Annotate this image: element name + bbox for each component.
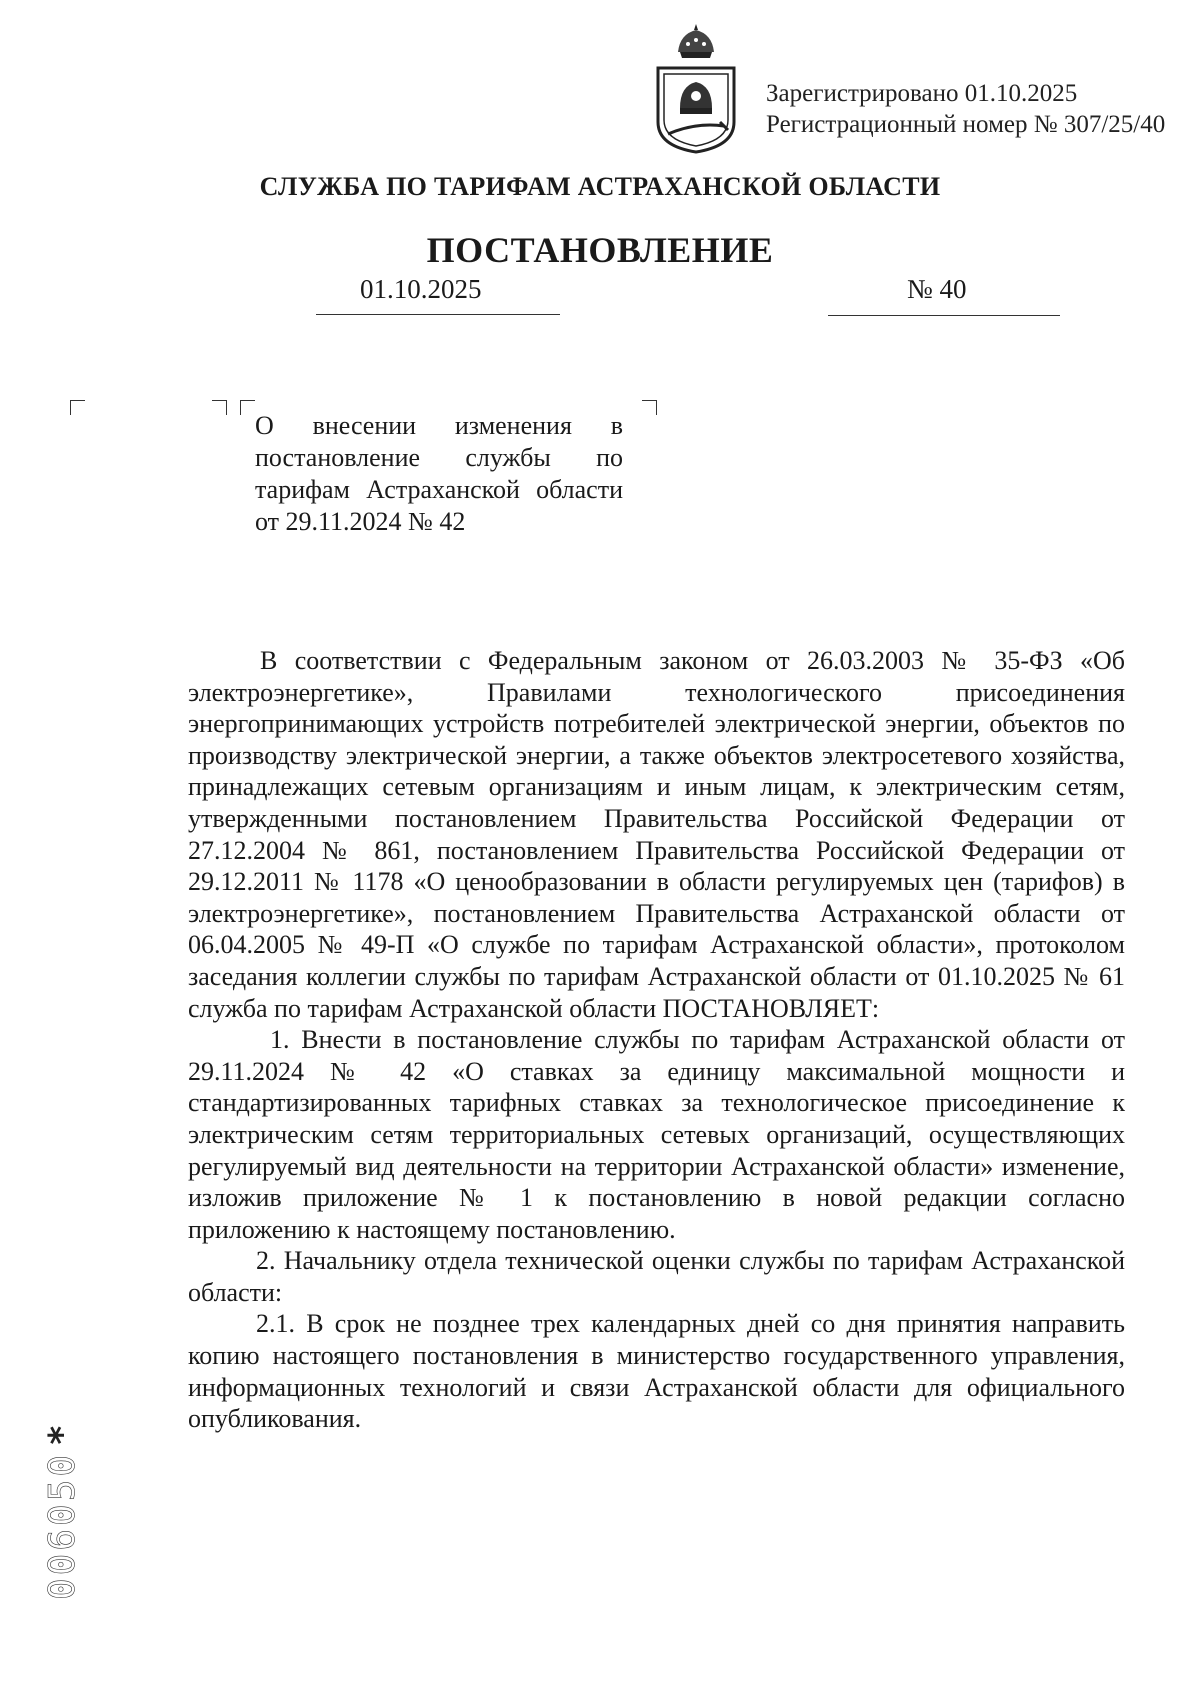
registration-number: Регистрационный номер № 307/25/40 [766, 111, 1166, 138]
coat-of-arms-icon [650, 22, 742, 154]
date-underline [316, 314, 560, 315]
document-number: № 40 [907, 274, 967, 304]
document-type: ПОСТАНОВЛЕНИЕ [426, 230, 774, 270]
number-underline [828, 315, 1060, 316]
registration-stamp [766, 78, 1165, 140]
side-stamp-asterisk: * [42, 1421, 83, 1446]
document-body [188, 645, 1125, 1435]
document-date: 01.10.2025 [360, 274, 482, 304]
agency-name: СЛУЖБА ПО ТАРИФАМ АСТРАХАНСКОЙ ОБЛАСТИ [259, 172, 941, 201]
document-subject: О внесении изменения в постановление службы по тарифам Астраханской области от 29.11.2024 № 42 [255, 411, 623, 536]
preamble-paragraph: В соответствии с Федеральным законом от 26.03.2003 № 35-ФЗ «Об электроэнергетике», Правилами технологического присоединения энергопринимающих устройств потребителей электрической энергии, объектов по производству электрической энергии, а также объектов электросетевого хозяйства, принадлежащих сетевым организациям и иным лицам, к электрическим сетям, утвержденными постановлением Правительства Российской Федерации от 27.12.2004 № 861, постановлением Правительства Российской Федерации от 29.12.2011 № 1178 «О ценообразовании в области регулируемых цен (тарифов) в электроэнергетике», постановлением Правительства Астраханской области от 06.04.2005 № 49-П «О службе по тарифам Астраханской области», протоколом заседания коллегии службы по тарифам Астраханской области от 01.10.2025 № 61 служба по тарифам Астраханской области ПОСТАНОВЛЯЕТ: [188, 646, 1125, 1023]
registration-date: Зарегистрировано 01.10.2025 [766, 80, 1078, 107]
subject-corner-mark [240, 400, 255, 415]
subject-corner-mark [212, 400, 227, 415]
subject-corner-mark [642, 400, 657, 415]
item-2-paragraph: 2. Начальнику отдела технической оценки службы по тарифам Астраханской области: [188, 1246, 1125, 1307]
item-1-paragraph: 1. Внести в постановление службы по тарифам Астраханской области от 29.11.2024 № 42 «О ставках за единицу максимальной мощности и стандартизированных тарифных ставках за технологическое присоединение к электрическим сетям территориальных сетевых организаций, осуществляющих регулируемый вид деятельности на территории Астраханской области» изменение, изложив приложение № 1 к постановлению в новой редакции согласно приложению к настоящему постановлению. [188, 1025, 1125, 1244]
item-2-1-paragraph: 2.1. В срок не позднее трех календарных дней со дня принятия направить копию настоящего постановления в министерство государственного управления, информационных технологий и связи Астраханской области для официального опубликования. [188, 1309, 1125, 1434]
margin-corner-mark [70, 400, 85, 415]
side-stamp-digits: 006050 [42, 1451, 83, 1600]
side-registration-stamp [42, 1320, 82, 1600]
